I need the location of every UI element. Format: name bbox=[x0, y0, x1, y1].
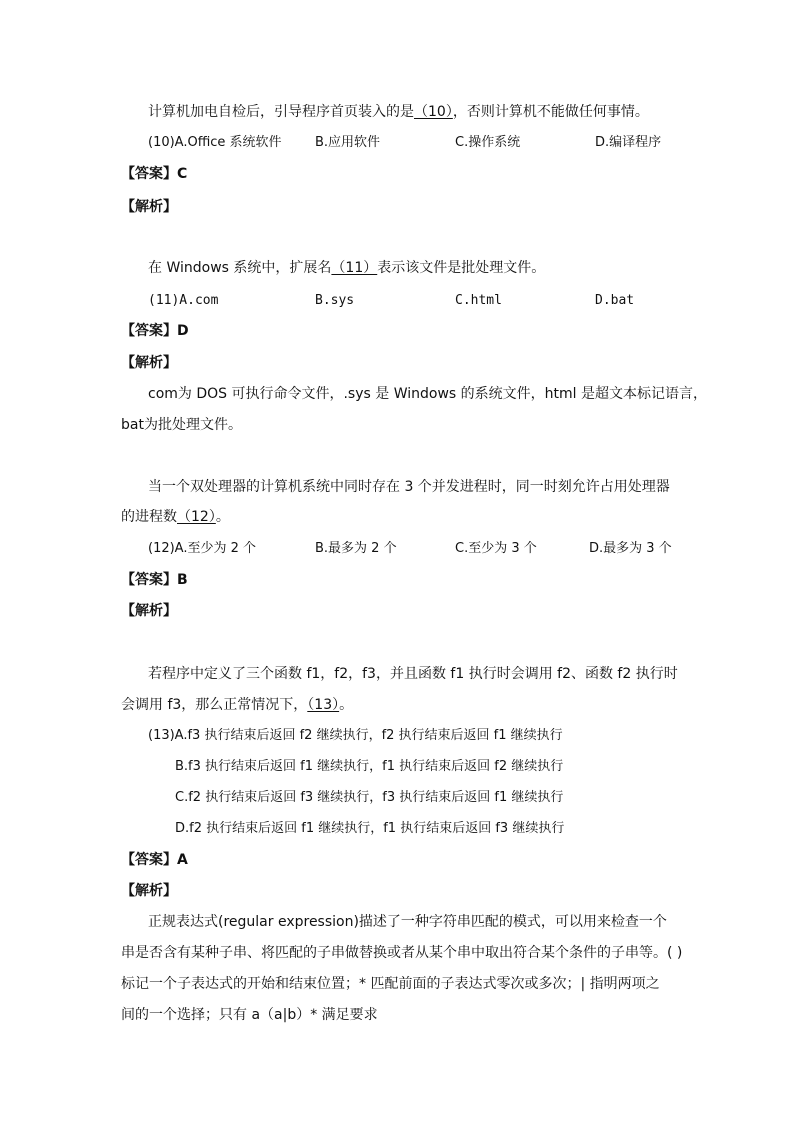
option-b: B.sys bbox=[315, 293, 355, 308]
analysis-label: 【解析】 bbox=[121, 603, 177, 619]
option-b: B.最多为 2 个 bbox=[315, 541, 397, 556]
option-a: (12)A.至少为 2 个 bbox=[148, 541, 257, 556]
option-b: B.f3 执行结束后返回 f1 继续执行，f1 执行结束后返回 f2 继续执行 bbox=[175, 759, 564, 774]
option-a: (13)A.f3 执行结束后返回 f2 继续执行，f2 执行结束后返回 f1 继续执行 bbox=[148, 728, 563, 743]
stem-text: 表示该文件是批处理文件。 bbox=[377, 260, 546, 276]
answer-line: 【答案】C bbox=[121, 166, 188, 182]
analysis-label: 【解析】 bbox=[121, 199, 177, 215]
blank-marker: （12） bbox=[177, 509, 216, 525]
option-d: D.f2 执行结束后返回 f1 继续执行，f1 执行结束后返回 f3 继续执行 bbox=[175, 821, 565, 836]
stem-text: 。 bbox=[215, 509, 230, 525]
blank-marker: （13） bbox=[307, 697, 340, 713]
answer-line: 【答案】D bbox=[121, 323, 189, 339]
analysis-text: bat为批处理文件。 bbox=[121, 417, 242, 433]
question-12-stem: 当一个双处理器的计算机系统中同时存在 3 个并发进程时，同一时刻允许占用处理器 bbox=[148, 479, 670, 495]
option-b: B.应用软件 bbox=[315, 135, 381, 150]
analysis-text: com为 DOS 可执行命令文件，.sys 是 Windows 的系统文件，html 是超文本标记语言， bbox=[148, 386, 707, 402]
option-c: C.f2 执行结束后返回 f3 继续执行，f3 执行结束后返回 f1 继续执行 bbox=[175, 790, 564, 805]
option-a: (10)A.Office 系统软件 bbox=[148, 135, 282, 150]
option-c: C.至少为 3 个 bbox=[455, 541, 537, 556]
stem-text: 会调用 f3，那么正常情况下， bbox=[121, 697, 308, 713]
blank-marker: （11） bbox=[331, 260, 378, 276]
analysis-label: 【解析】 bbox=[121, 355, 177, 371]
analysis-text: 正规表达式(regular expression)描述了一种字符串匹配的模式，可以用来检查一个 bbox=[148, 914, 667, 930]
stem-text: 计算机加电自检后，引导程序首页装入的是 bbox=[148, 104, 414, 120]
analysis-label: 【解析】 bbox=[121, 883, 177, 899]
option-c: C.html bbox=[455, 293, 502, 308]
stem-text: 的进程数 bbox=[121, 509, 177, 525]
stem-text: ，否则计算机不能做任何事情。 bbox=[452, 104, 649, 120]
analysis-text: 间的一个选择；只有 a（a|b）* 满足要求 bbox=[121, 1007, 378, 1023]
option-d: D.编译程序 bbox=[595, 135, 662, 150]
answer-value: B bbox=[177, 572, 188, 588]
option-d: D.bat bbox=[595, 293, 635, 308]
option-d: D.最多为 3 个 bbox=[589, 541, 672, 556]
answer-value: C bbox=[177, 166, 188, 182]
answer-value: D bbox=[177, 323, 189, 339]
question-13-stem-cont bbox=[121, 696, 353, 714]
stem-text: 在 Windows 系统中，扩展名 bbox=[148, 260, 332, 276]
analysis-text: 标记一个子表达式的开始和结束位置；* 匹配前面的子表达式零次或多次；| 指明两项之 bbox=[121, 976, 660, 992]
answer-value: A bbox=[177, 852, 188, 868]
option-c: C.操作系统 bbox=[455, 135, 521, 150]
question-10-stem bbox=[148, 103, 649, 121]
analysis-text: 串是否含有某种子串、将匹配的子串做替换或者从某个串中取出符合某个条件的子串等。( ) bbox=[121, 945, 683, 961]
question-11-stem bbox=[148, 259, 545, 277]
option-a: (11)A.com bbox=[148, 293, 219, 308]
stem-text: 。 bbox=[339, 697, 354, 713]
answer-line: 【答案】B bbox=[121, 572, 188, 588]
question-12-stem-cont bbox=[121, 508, 230, 526]
answer-line: 【答案】A bbox=[121, 852, 188, 868]
blank-marker: （10） bbox=[414, 104, 453, 120]
question-13-stem: 若程序中定义了三个函数 f1，f2，f3，并且函数 f1 执行时会调用 f2、函数 f2 执行时 bbox=[148, 666, 678, 682]
